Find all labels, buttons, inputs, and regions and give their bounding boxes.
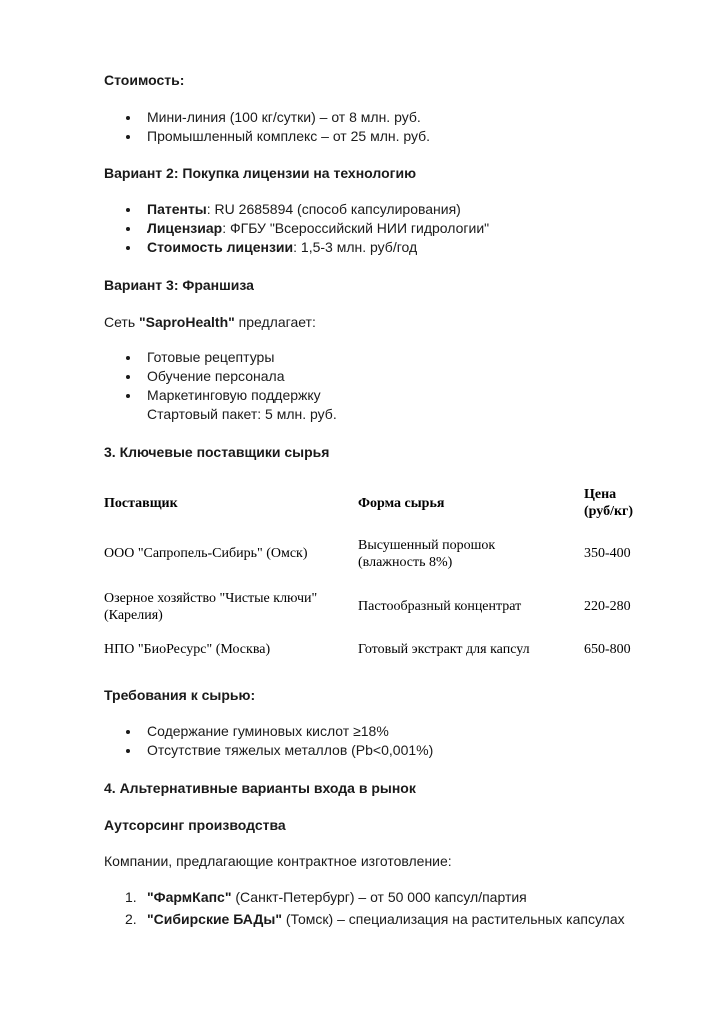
list-item-continuation: Стартовый пакет: 5 млн. руб.: [147, 406, 337, 422]
bullet-icon: [126, 394, 130, 398]
bullet-icon: [126, 135, 130, 139]
list-item: Патенты: RU 2685894 (способ капсулирования): [104, 200, 489, 219]
table-cell-supplier: Озерное хозяйство "Чистые ключи": [104, 591, 318, 606]
list-item: 1. "ФармКапс" (Санкт-Петербург) – от 50 000 капсул/партия: [125, 889, 527, 905]
variant3-list: [104, 348, 337, 424]
list-item: Мини-линия (100 кг/сутки) – от 8 млн. руб.: [104, 108, 430, 127]
alternatives-intro: Компании, предлагающие контрактное изготовление:: [104, 853, 452, 869]
list-item: Обучение персонала: [104, 367, 337, 386]
bullet-icon: [126, 730, 130, 734]
cost-heading: Стоимость:: [104, 72, 185, 88]
bullet-icon: [126, 116, 130, 120]
table-cell-supplier: ООО "Сапропель-Сибирь" (Омск): [104, 546, 308, 561]
list-item: Готовые рецептуры: [104, 348, 337, 367]
table-cell-supplier: НПО "БиоРесурс" (Москва): [104, 642, 271, 657]
alternatives-heading: 4. Альтернативные варианты входа в рынок: [104, 780, 416, 796]
requirements-list: [104, 722, 433, 760]
table-header-supplier: Поставщик: [104, 496, 178, 511]
table-cell-price: 650-800: [584, 642, 631, 657]
bullet-icon: [126, 246, 130, 250]
alternatives-subheading: Аутсорсинг производства: [104, 817, 286, 833]
list-item: Отсутствие тяжелых металлов (Pb<0,001%): [104, 741, 433, 760]
list-item: Содержание гуминовых кислот ≥18%: [104, 722, 433, 741]
list-item: Стоимость лицензии: 1,5-3 млн. руб/год: [104, 238, 489, 257]
suppliers-heading: 3. Ключевые поставщики сырья: [104, 444, 330, 460]
table-header-form: Форма сырья: [358, 496, 445, 511]
list-item: Лицензиар: ФГБУ "Всероссийский НИИ гидрологии": [104, 219, 489, 238]
bullet-icon: [126, 749, 130, 753]
variant2-heading: Вариант 2: Покупка лицензии на технологию: [104, 165, 417, 181]
table-cell-supplier: (Карелия): [104, 608, 163, 623]
variant3-heading: Вариант 3: Франшиза: [104, 277, 254, 293]
alternatives-list: [104, 887, 625, 931]
list-item: 2. "Сибирские БАДы" (Томск) – специализация на растительных капсулах: [125, 911, 625, 927]
table-cell-price: 350-400: [584, 546, 631, 561]
table-cell-price: 220-280: [584, 599, 631, 614]
table-cell-form: Высушенный порошок: [358, 538, 496, 553]
table-cell-form: (влажность 8%): [358, 555, 453, 570]
bullet-icon: [126, 375, 130, 379]
table-header-price: Цена: [584, 487, 617, 502]
list-item: Маркетинговую поддержку: [104, 386, 337, 405]
requirements-heading: Требования к сырью:: [104, 687, 256, 703]
variant2-list: [104, 200, 489, 257]
cost-list: [104, 108, 430, 146]
bullet-icon: [126, 356, 130, 360]
table-cell-form: Готовый экстракт для капсул: [358, 642, 530, 657]
list-item: Промышленный комплекс – от 25 млн. руб.: [104, 127, 430, 146]
bullet-icon: [126, 227, 130, 231]
table-header-price-unit: (руб/кг): [584, 504, 634, 519]
bullet-icon: [126, 208, 130, 212]
variant3-intro: Сеть "SaproHealth" предлагает:: [104, 314, 316, 330]
table-cell-form: Пастообразный концентрат: [358, 599, 522, 614]
